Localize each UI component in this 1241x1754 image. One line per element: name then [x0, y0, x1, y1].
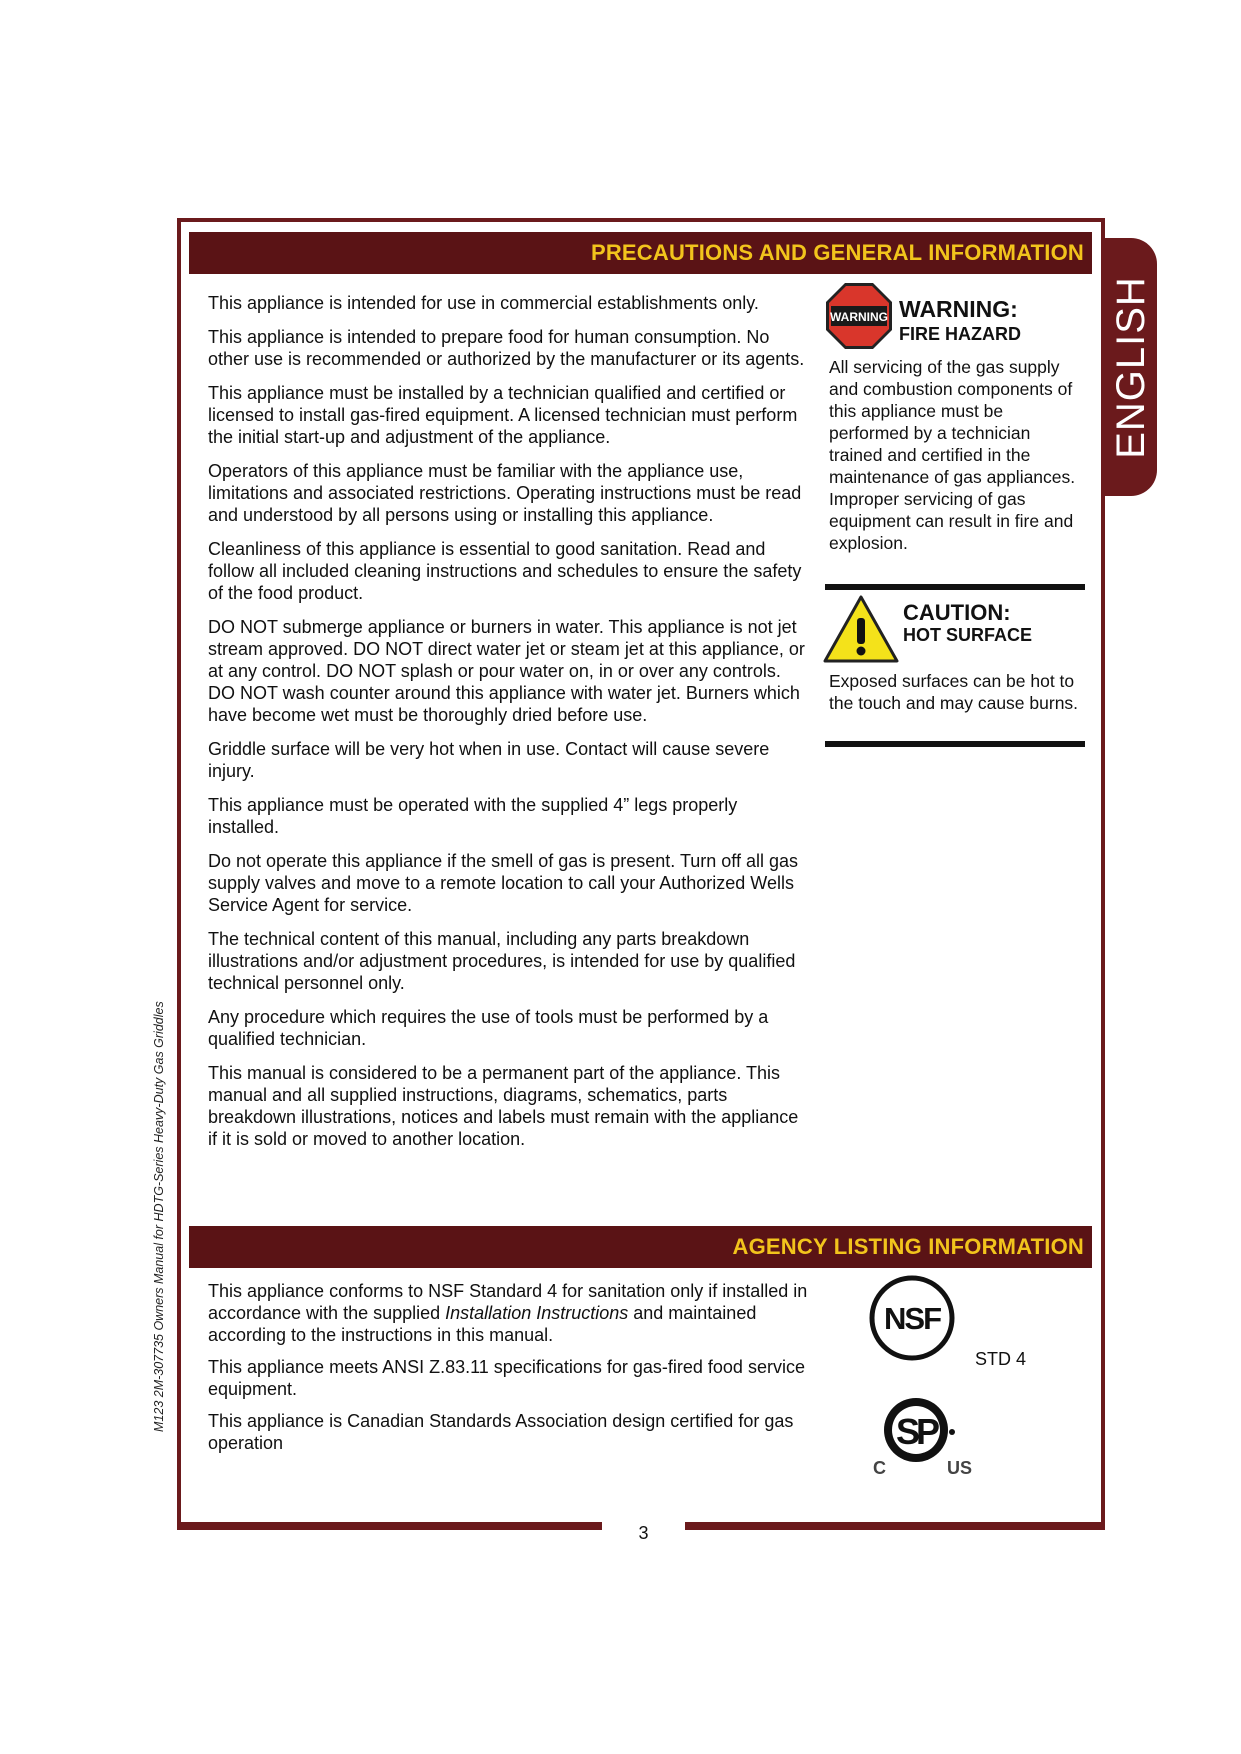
page-number: 3 — [638, 1523, 649, 1543]
precaution-item: This manual is considered to be a permanent part of the appliance. This manual and all supplied instructions, diagrams, schematics, parts breakdown illustrations, notices and labels must remain with the appliance if it is sold or moved to another location. — [208, 1063, 799, 1149]
agency-item-ansi: This appliance meets ANSI Z.83.11 specifications for gas-fired food service equipment. — [208, 1357, 805, 1399]
svg-text:WARNING: WARNING — [830, 310, 888, 324]
warning-block — [825, 282, 1085, 346]
precaution-item: The technical content of this manual, including any parts breakdown illustrations and/or adjustment procedures, is intended for use by qualified technical personnel only. — [208, 929, 796, 993]
precaution-item: Cleanliness of this appliance is essential to good sanitation. Read and follow all included cleaning instructions and schedules to ensure the safety of the food product. — [208, 539, 802, 603]
caution-triangle-icon — [822, 594, 900, 664]
precaution-item: Any procedure which requires the use of tools must be performed by a qualified technician. — [208, 1007, 769, 1049]
warning-title: WARNING: — [899, 296, 1018, 322]
precautions-header: PRECAUTIONS AND GENERAL INFORMATION — [189, 232, 1092, 274]
agency-header: AGENCY LISTING INFORMATION — [189, 1226, 1092, 1268]
caution-text: Exposed surfaces can be hot to the touch and may cause burns. — [829, 671, 1079, 713]
agency-item-csa: This appliance is Canadian Standards Association design certified for gas operation — [208, 1411, 794, 1453]
caution-top-rule — [825, 584, 1085, 590]
warning-subtitle: FIRE HAZARD — [899, 324, 1021, 344]
manual-side-note: M123 2M-307735 Owners Manual for HDTG-Series Heavy-Duty Gas Griddles — [152, 1001, 166, 1432]
precaution-item: Operators of this appliance must be familiar with the appliance use, limitations and associated restrictions. Operating instructions must be read and understood by all persons using or installing this appliance. — [208, 461, 802, 525]
precaution-item: This appliance must be installed by a technician qualified and certified or licensed to install gas-fired equipment. A licensed technician must perform the initial start-up and adjustment of the appliance. — [208, 383, 798, 447]
bottom-rule-left — [177, 1522, 602, 1530]
precaution-item: Griddle surface will be very hot when in use. Contact will cause severe injury. — [208, 739, 770, 781]
warning-octagon-icon — [825, 282, 893, 350]
caution-title: CAUTION: — [903, 600, 1011, 625]
caution-bottom-rule — [825, 741, 1085, 747]
language-tab-label: ENGLISH — [1108, 275, 1153, 459]
precautions-list — [208, 292, 808, 1162]
bottom-rule-right — [685, 1522, 1105, 1530]
caution-subtitle: HOT SURFACE — [903, 625, 1033, 645]
agency-item-nsf: This appliance conforms to NSF Standard 4 for sanitation only if installed in accordance with the supplied Installation Instructions and maintained according to the instructions in this manual. — [208, 1281, 808, 1345]
csa-us-label: US — [947, 1458, 973, 1478]
precaution-item: This appliance is intended to prepare food for human consumption. No other use is recommended or authorized by the manufacturer or its agents. — [208, 327, 805, 369]
warning-text: All servicing of the gas supply and combustion components of this appliance must be performed by a technician trained and certified in the maintenance of gas appliances. Improper servicing of gas equipment can result in fire and explosion. — [829, 357, 1076, 553]
nsf-standard-label: STD 4 — [975, 1349, 1027, 1369]
agency-list — [208, 1280, 808, 1464]
precaution-item: DO NOT submerge appliance or burners in water. This appliance is not jet stream approved. DO NOT direct water jet or steam jet at this appliance, or at any control. DO NOT splash or pour water on, in or over any controls. DO NOT wash counter around this appliance with water jet. Burners which have become wet must be thoroughly dried before use. — [208, 617, 805, 725]
svg-text:SP: SP — [895, 1411, 937, 1452]
svg-text:NSF: NSF — [884, 1301, 940, 1336]
precaution-item: This appliance must be operated with the supplied 4” legs properly installed. — [208, 795, 738, 837]
precaution-item: Do not operate this appliance if the smell of gas is present. Turn off all gas supply valves and move to a remote location to call your Authorized Wells Service Agent for service. — [208, 851, 799, 915]
nsf-logo-icon — [868, 1274, 956, 1362]
precaution-item: This appliance is intended for use in commercial establishments only. — [208, 293, 759, 313]
csa-c-label: C — [873, 1458, 886, 1478]
